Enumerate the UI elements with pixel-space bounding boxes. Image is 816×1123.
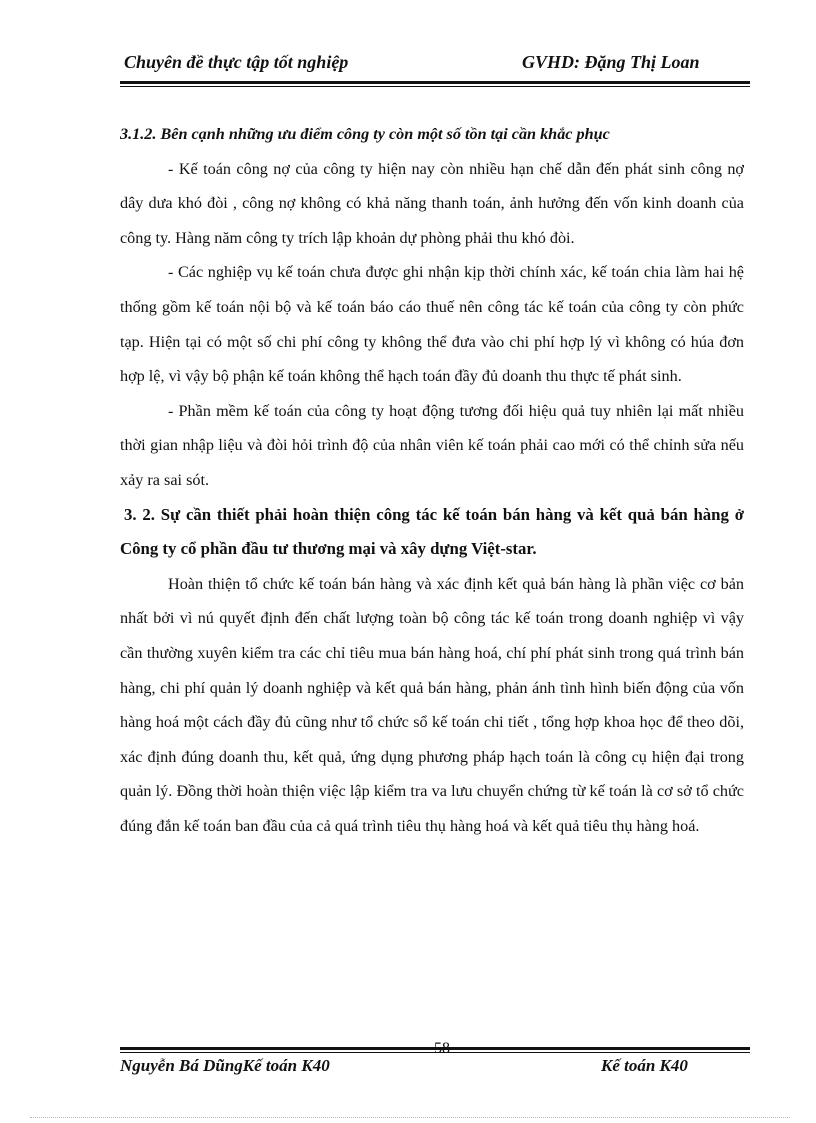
section-heading-3-2: 3. 2. Sự cần thiết phải hoàn thiện công tác kế toán bán hàng và kết quả bán hàng ở Công ty cổ phần đầu tư thương mại và xây dựng Việt-star. <box>120 504 744 559</box>
footer-class: Kế toán K40 <box>601 1056 688 1075</box>
header-supervisor: GVHD: Đặng Thị Loan <box>522 52 700 72</box>
paragraph-software: - Phần mềm kế toán của công ty hoạt động tương đối hiệu quả tuy nhiên lại mất nhiều thời gian nhập liệu và đòi hỏi trình độ của nhân viên kế toán phải cao mới có thể chỉnh sửa nếu xảy ra sai sót. <box>120 401 744 489</box>
page-body <box>120 117 744 843</box>
paragraph-recording: - Các nghiệp vụ kế toán chưa được ghi nhận kịp thời chính xác, kế toán chia làm hai hệ thống gồm kế toán nội bộ và kế toán báo cáo thuế nên công tác kế toán của công ty còn phức tạp. Hiện tại có một số chi phí công ty không thể đưa vào chi phí hợp lý vì không có húa đơn hợp lệ, vì vậy bộ phận kế toán không thể hạch toán đầy đủ doanh thu thực tế phát sinh. <box>120 263 744 386</box>
paragraph-improvement: Hoàn thiện tổ chức kế toán bán hàng và xác định kết quả bán hàng là phần việc cơ bản nhất bởi vì nú quyết định đến chất lượng toàn bộ công tác kế toán trong doanh nghiệp vì vậy cần thường xuyên kiểm tra các chỉ tiêu mua bán hàng hoá, chí phí phát sinh trong quá trình bán hàng, chi phí quản lý doanh nghiệp và kết quả bán hàng, phản ánh tình hình biến động của vốn hàng hoá một cách đầy đủ cũng như tổ chức sổ kế toán chi tiết , tổng hợp khoa học để theo dõi, xác định đúng doanh thu, kết quả, ứng dụng phương pháp hạch toán là công cụ hiện đại trong quản lý. Đồng thời hoàn thiện việc lập kiểm tra va lưu chuyển chứng từ kế toán là cơ sở tổ chức đúng đắn kế toán ban đầu của cả quá trình tiêu thụ hàng hoá và kết quả tiêu thụ hàng hoá. <box>120 574 744 835</box>
page-number: 58 <box>434 1040 450 1057</box>
section-heading-3-1-2: 3.1.2. Bên cạnh những ưu điểm công ty còn một số tồn tại cần khắc phục <box>120 125 610 143</box>
header-document-title: Chuyên đề thực tập tốt nghiệp <box>124 52 349 72</box>
header-rule-thick <box>120 81 750 84</box>
page-edge-dotted-line <box>30 1117 790 1118</box>
page-footer <box>120 1040 750 1082</box>
header-rule-thin <box>120 86 750 87</box>
footer-author: Nguyễn Bá DũngKế toán K40 <box>120 1056 330 1075</box>
paragraph-receivables: - Kế toán công nợ của công ty hiện nay còn nhiều hạn chế dẫn đến phát sinh công nợ dây dưa khó đòi , công nợ không có khả năng thanh toán, ảnh hưởng đến vốn kinh doanh của công ty. Hàng năm công ty trích lập khoản dự phòng phải thu khó đòi. <box>120 159 744 247</box>
page-header <box>120 50 750 76</box>
